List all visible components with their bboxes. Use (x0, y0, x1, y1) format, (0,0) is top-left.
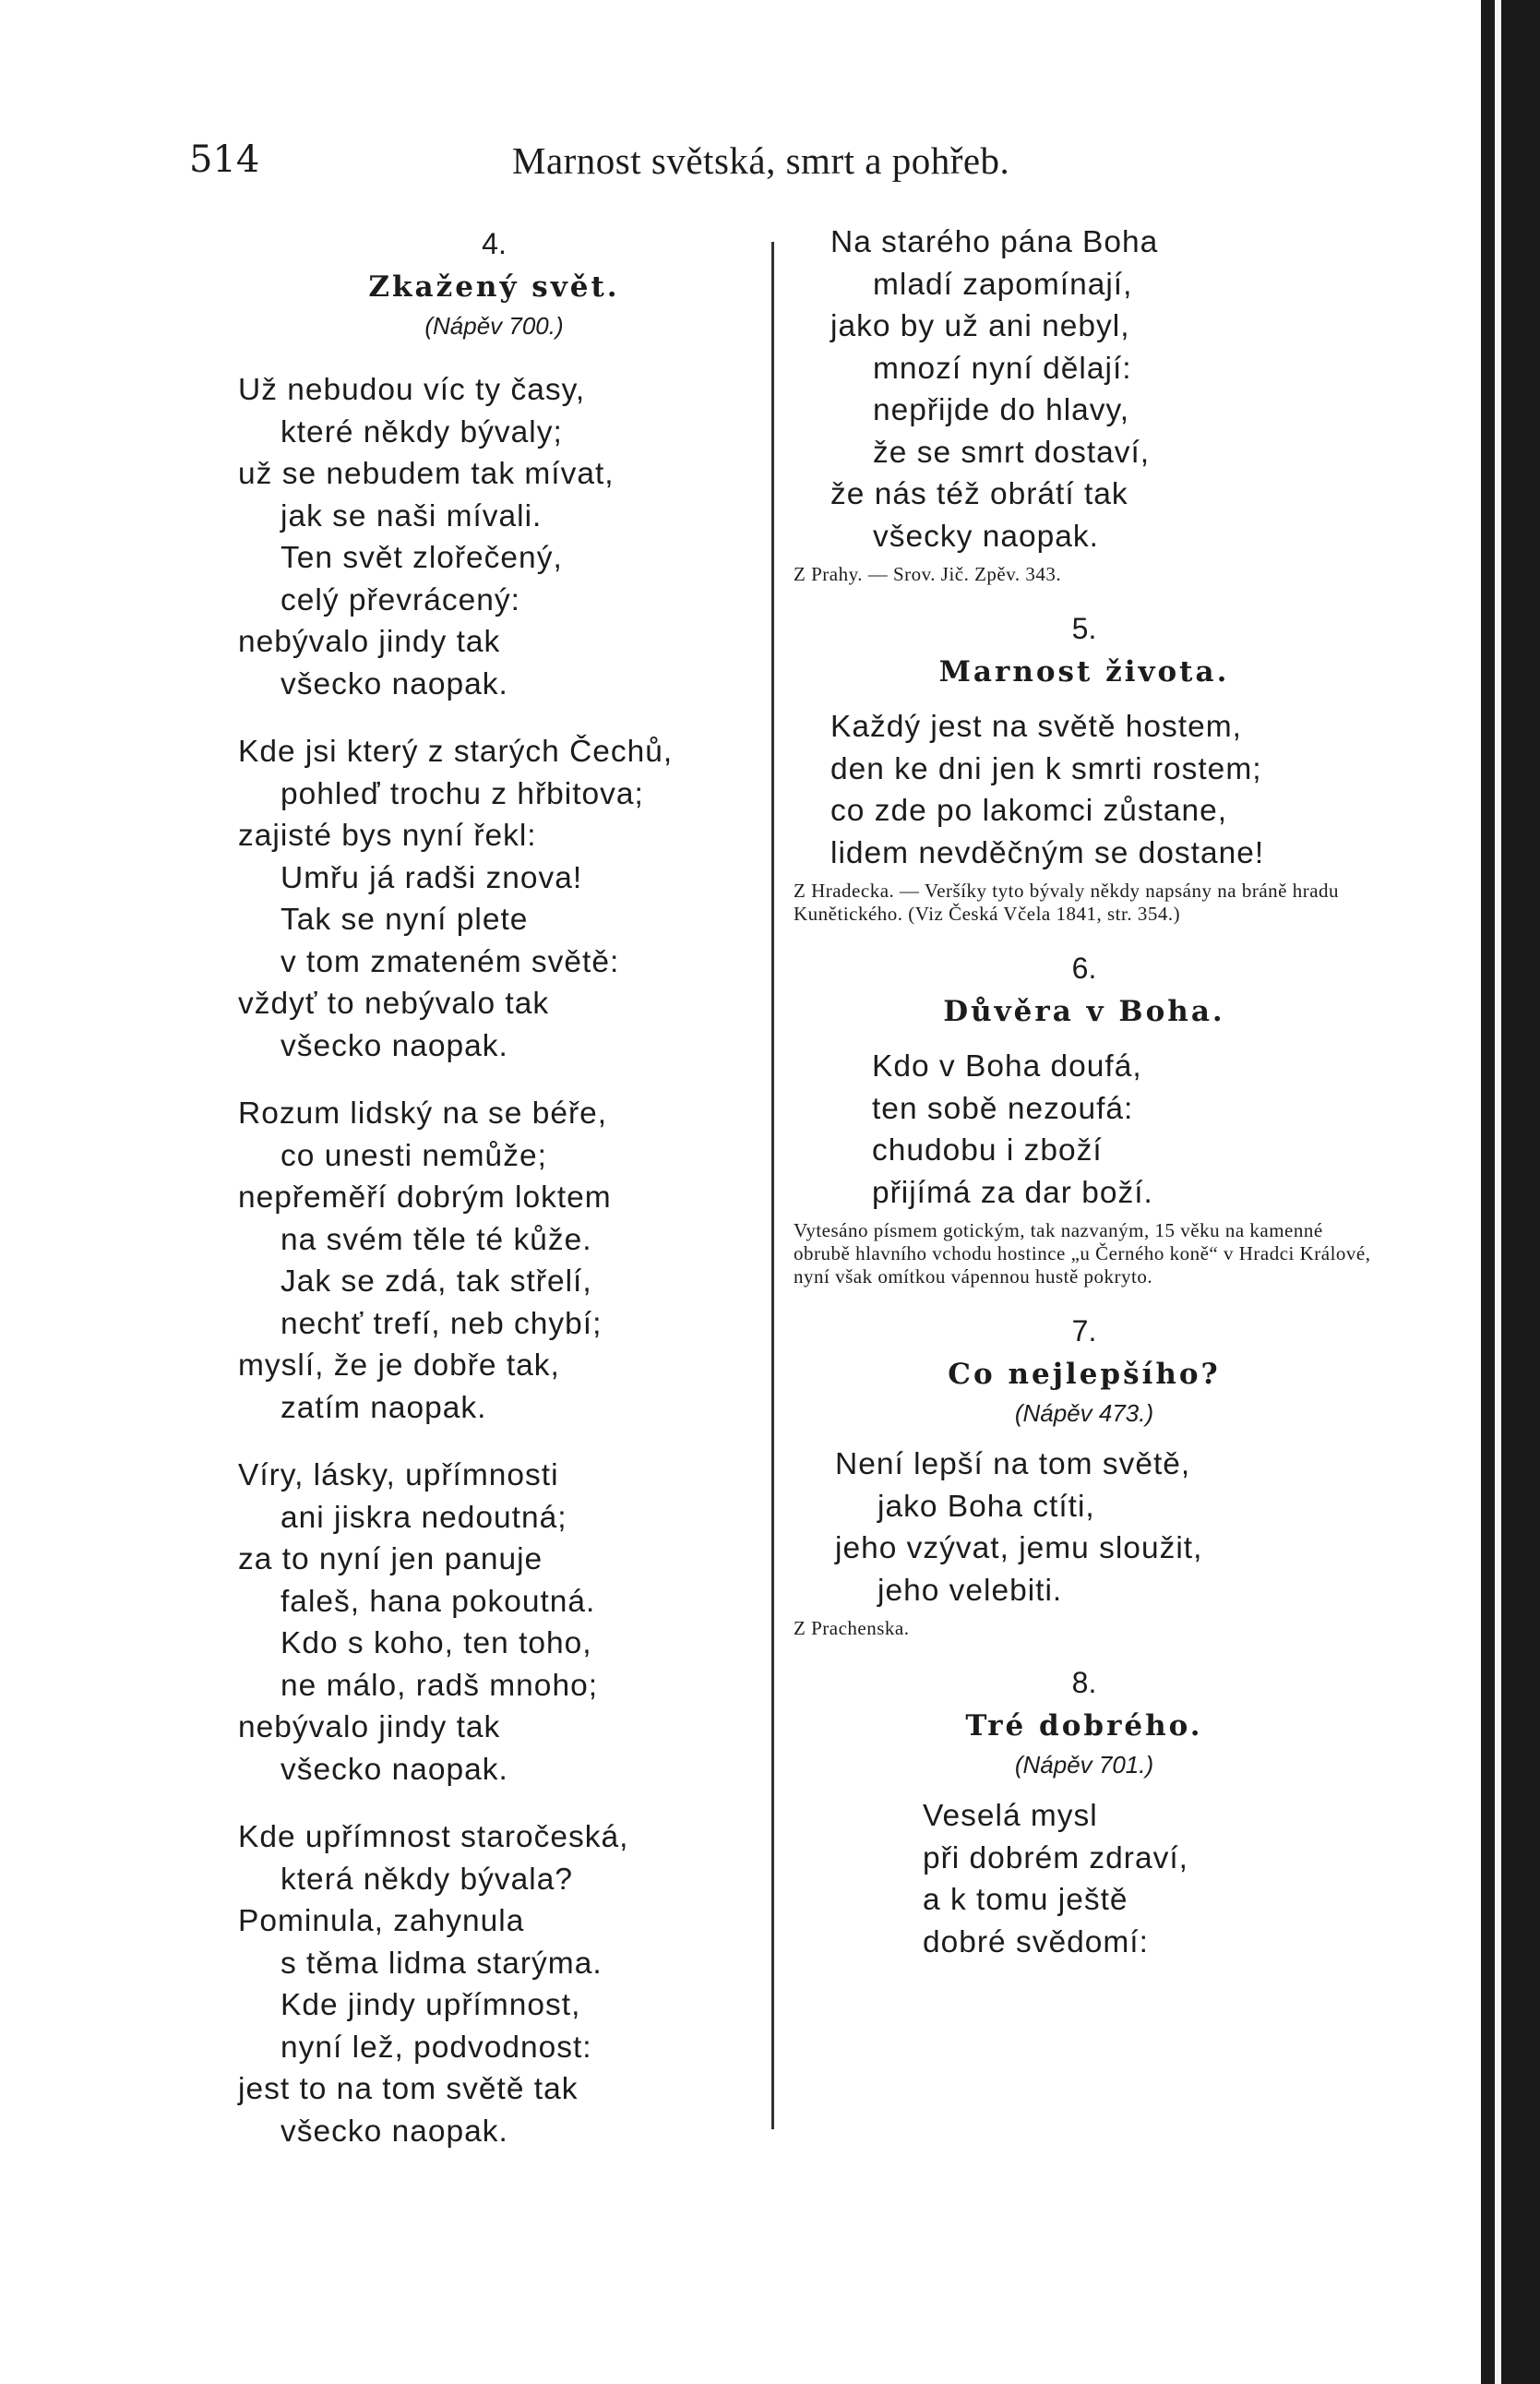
page-number: 514 (189, 138, 260, 181)
verse-line: jako by už ani nebyl, (830, 309, 1130, 343)
verse-line: Tak se nyní plete (281, 903, 529, 937)
verse-line: všecko naopak. (281, 1752, 508, 1787)
verse-line: a k tomu ještě (923, 1883, 1128, 1917)
verse-line: všecko naopak. (281, 666, 508, 701)
running-title: Marnost světská, smrt a pohřeb. (512, 139, 1010, 182)
page-header (0, 138, 1481, 203)
verse-line: už se nebudem tak mívat, (238, 457, 615, 491)
song-title: Co nejlepšího? (948, 1358, 1221, 1391)
source-note: Vytesáno písmem gotickým, tak nazvaným, 15 věku na kamenné obrubě hlavního vchodu hostince „u Černého koně“ v Hradci Králové, nyní však omítkou vápennou hustě pokryto. (794, 1219, 1371, 1288)
verse-line: jeho vzývat, jemu sloužit, (835, 1531, 1203, 1565)
verse-line: Rozum lidský na se béře, (238, 1096, 608, 1131)
verse-line: pohleď trochu z hřbitova; (281, 776, 644, 811)
song-title: Tré dobrého. (965, 1709, 1203, 1743)
verse-line: den ke dni jen k smrti rostem; (830, 751, 1262, 786)
verse-line: Víry, lásky, upřímnosti (238, 1458, 559, 1492)
verse-line: zatím naopak. (281, 1390, 487, 1425)
song-number: 5. (1071, 612, 1097, 645)
verse-line: co unesti nemůže; (281, 1138, 547, 1173)
tune-reference: (Nápěv 701.) (1014, 1751, 1154, 1779)
source-note: Z Prachenska. (794, 1617, 910, 1639)
verse-line: že nás též obrátí tak (830, 477, 1128, 511)
page-edge-shadow (1481, 0, 1540, 2384)
verse-line: nebývalo jindy tak (238, 1710, 501, 1744)
verse-line: faleš, hana pokoutná. (281, 1584, 596, 1619)
verse-line: všecko naopak. (281, 2114, 508, 2149)
stanza (830, 706, 1375, 874)
verse-line: Kde upřímnost staročeská, (238, 1820, 629, 1854)
verse-line: že se smrt dostaví, (873, 435, 1151, 470)
verse-line: Umřu já radši znova! (281, 860, 583, 895)
verse-line: nepřijde do hlavy, (873, 393, 1130, 427)
stanza (872, 1046, 1375, 1214)
song-number: 7. (1071, 1314, 1097, 1348)
song-number: 4. (482, 227, 507, 260)
verse-line: ten sobě nezoufá: (872, 1091, 1134, 1126)
verse-line: myslí, že je dobře tak, (238, 1348, 560, 1383)
verse-line: mnozí nyní dělají: (873, 351, 1132, 386)
verse-line: které někdy bývaly; (281, 414, 563, 449)
verse-line: která někdy bývala? (281, 1862, 573, 1897)
left-column (238, 222, 750, 2152)
stanza (238, 1093, 750, 1429)
page-edge-line (1495, 0, 1501, 2384)
source-note: Z Prahy. — Srov. Jič. Zpěv. 343. (794, 563, 1062, 585)
stanza (830, 222, 1375, 557)
verse-line: ne málo, radš mnoho; (281, 1668, 599, 1703)
song-number: 8. (1071, 1666, 1097, 1699)
verse-line: Kdo v Boha doufá, (872, 1049, 1142, 1084)
verse-line: Na starého pána Boha (830, 225, 1159, 259)
verse-line: Ten svět zlořečený, (281, 541, 563, 575)
verse-line: Pominula, zahynula (238, 1904, 525, 1938)
verse-line: Není lepší na tom světě, (835, 1447, 1191, 1481)
stanza (238, 1816, 750, 2152)
verse-line: Už nebudou víc ty časy, (238, 373, 586, 407)
verse-line: Veselá mysl (923, 1799, 1098, 1833)
verse-line: jako Boha ctíti, (877, 1489, 1095, 1524)
verse-line: v tom zmateném světě: (281, 944, 620, 979)
verse-line: celý převrácený: (281, 582, 520, 617)
verse-line: nebývalo jindy tak (238, 625, 501, 659)
song-title: Marnost života. (938, 655, 1230, 689)
verse-line: nechť trefí, neb chybí; (281, 1306, 603, 1341)
verse-line: nepřeměří dobrým loktem (238, 1180, 612, 1215)
verse-line: Každý jest na světě hostem, (830, 710, 1242, 744)
stanza (923, 1795, 1375, 1963)
tune-reference: (Nápěv 700.) (424, 312, 564, 340)
verse-line: vždyť to nebývalo tak (238, 987, 550, 1021)
verse-line: jak se naši mívali. (281, 498, 543, 533)
stanza (238, 369, 750, 705)
verse-line: jeho velebiti. (877, 1573, 1063, 1608)
verse-line: s těma lidma starýma. (281, 1946, 603, 1981)
verse-line: na svém těle té kůže. (281, 1222, 592, 1257)
song-number: 6. (1071, 952, 1097, 985)
verse-line: co zde po lakomci zůstane, (830, 794, 1228, 828)
verse-line: ani jiskra nedoutná; (281, 1500, 567, 1535)
verse-line: při dobrém zdraví, (923, 1840, 1188, 1875)
verse-line: zajisté bys nyní řekl: (238, 819, 537, 853)
verse-line: mladí zapomínají, (873, 267, 1133, 302)
verse-line: dobré svědomí: (923, 1924, 1149, 1959)
verse-line: jest to na tom světě tak (238, 2072, 579, 2106)
song-title: Zkažený svět. (368, 270, 620, 304)
verse-line: Kde jindy upřímnost, (281, 1988, 581, 2022)
source-note: Z Hradecka. — Veršíky tyto bývaly někdy napsány na bráně hradu Kunětického. (Viz Česká Včela 1841, str. 354.) (794, 880, 1340, 925)
verse-line: nyní lež, podvodnost: (281, 2030, 592, 2065)
verse-line: všecky naopak. (873, 519, 1099, 554)
column-divider (771, 242, 774, 2129)
stanza (238, 1455, 750, 1791)
song-title: Důvěra v Boha. (943, 995, 1225, 1028)
verse-line: všecko naopak. (281, 1028, 508, 1063)
verse-line: Kde jsi který z starých Čechů, (238, 735, 674, 769)
stanza (835, 1444, 1375, 1611)
verse-line: chudobu i zboží (872, 1133, 1103, 1168)
verse-line: Jak se zdá, tak střelí, (281, 1264, 592, 1299)
verse-line: lidem nevděčným se dostane! (830, 835, 1265, 870)
verse-line: za to nyní jen panuje (238, 1542, 543, 1576)
stanza (238, 731, 750, 1067)
verse-line: přijímá za dar boží. (872, 1175, 1153, 1210)
verse-line: Kdo s koho, ten toho, (281, 1626, 592, 1660)
tune-reference: (Nápěv 473.) (1014, 1399, 1154, 1427)
right-column (794, 222, 1375, 1963)
